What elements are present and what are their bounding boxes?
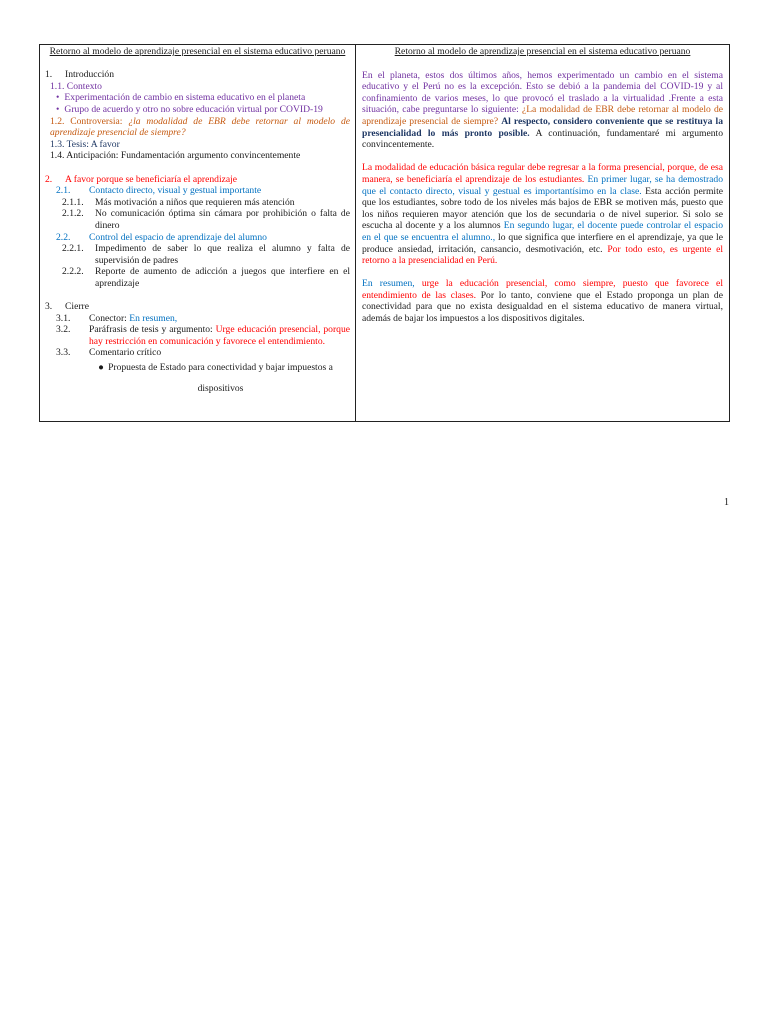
essay-paragraph-intro: En el planeta, estos dos últimos años, hemos experimentado un cambio en el sistema educativo y el Perú no es la excepción. Esto se debió a la pandemia del COVID-19 y al confinamiento de varios meses, lo que provocó el traslado a la virtualidad .Frente a esta situación, cabe preguntarse lo siguiente: ¿La modalidad de EBR debe retornar al modelo de aprendizaje presencial de siempre? Al respecto, considero conveniente que se restituya la presencialidad lo más pronto posible. A continuación, fundamentaré mi argumento convincentemente. [362,69,724,151]
subpoint-2-2: 2.2. Control del espacio de aprendizaje del alumno [56,231,267,243]
intro-heading: Introducción [65,69,115,81]
closing-3-3: 3.3. Comentario crítico [56,347,162,359]
subpoint-2-1-2: 2.1.2. No comunicación óptima sin cámara por prohibición o falta de dinero [62,208,350,231]
subpoint-2-1-1: 2.1.1. Más motivación a niños que requieren más atención [62,196,295,208]
document-table [39,44,730,422]
subpoint-2-1: 2.1. Contacto directo, visual y gestual importante [56,185,262,197]
anticipation-item: 1.4. Anticipación: Fundamentación argumento convincentemente [50,150,301,162]
argument-heading: 2. A favor porque se beneficiaría el aprendizaje [45,173,238,185]
closing-heading: 3. Cierre [45,301,89,313]
context-bullet-2: • Grupo de acuerdo y otro no sobre educación virtual por COVID-19 [56,103,323,115]
controversy-question: ¿la modalidad de EBR debe retornar al modelo de aprendizaje presencial de siempre? [50,115,351,139]
closing-3-3-bullet: ● Propuesta de Estado para conectividad y bajar impuestos a dispositivos [98,362,333,395]
outline-column [40,45,356,421]
essay-paragraph-closing: En resumen, urge la educación presencial, como siempre, puesto que favorece el entendimiento de las clases. Por lo tanto, conviene que el Estado proponga un plan de conectividad para que no exista desigualdad en el sistema educativo de manera virtual, además de bajar los impuestos a los dispositivos digitales. [362,278,723,325]
essay-column [356,45,729,421]
essay-paragraph-argument: La modalidad de educación básica regular debe regresar a la forma presencial, porque, de esa manera, se beneficiaría el aprendizaje de los estudiantes. En primer lugar, se ha demostrado que el contacto directo, visual y gestual es importantísimo en la clase. Esta acción permite que los estudiantes, sobre todo de los niveles más bajos de EBR se motiven más, puesto que los niños requieren mayor atención que los de secundaria o de nivel superior. Si solo se escucha al docente y a los alumnos En segundo lugar, el docente puede controlar el espacio en el que se encuentra el alumno., lo que significa que interfiere en el aprendizaje, ya que le produce ansiedad, irritación, cansancio, desmotivación, etc. Por todo esto, es urgente el retorno a la presencialidad en Perú. [362,162,723,267]
subpoint-2-2-2: 2.2.2. Reporte de aumento de adicción a juegos que interfiere en el aprendizaje [62,266,350,289]
closing-3-1: 3.1. Conector: En resumen, [56,312,178,324]
essay-title: Retorno al modelo de aprendizaje presencial en el sistema educativo peruano [394,46,691,57]
controversy-item: 1.2. Controversia: ¿la modalidad de EBR debe retornar al modelo de aprendizaje presencial de siempre? [50,115,351,139]
intro-item: 1. Introducción [45,69,115,81]
page-number: 1 [724,497,729,508]
subpoint-2-2-1: 2.2.1. Impedimento de saber lo que realiza el alumno y falta de supervisión de padres [62,243,350,266]
thesis-item: 1.3. Tesis: A favor [50,138,120,150]
context-heading: 1.1. Contexto [50,80,102,92]
closing-3-2: 3.2. Paráfrasis de tesis y argumento: Urge educación presencial, porque hay restricción en comunicación y favorece el entendimiento. [56,324,350,347]
outline-title: Retorno al modelo de aprendizaje presencial en el sistema educativo peruano [49,46,346,57]
context-bullet-1: • Experimentación de cambio en sistema educativo en el planeta [56,92,306,104]
